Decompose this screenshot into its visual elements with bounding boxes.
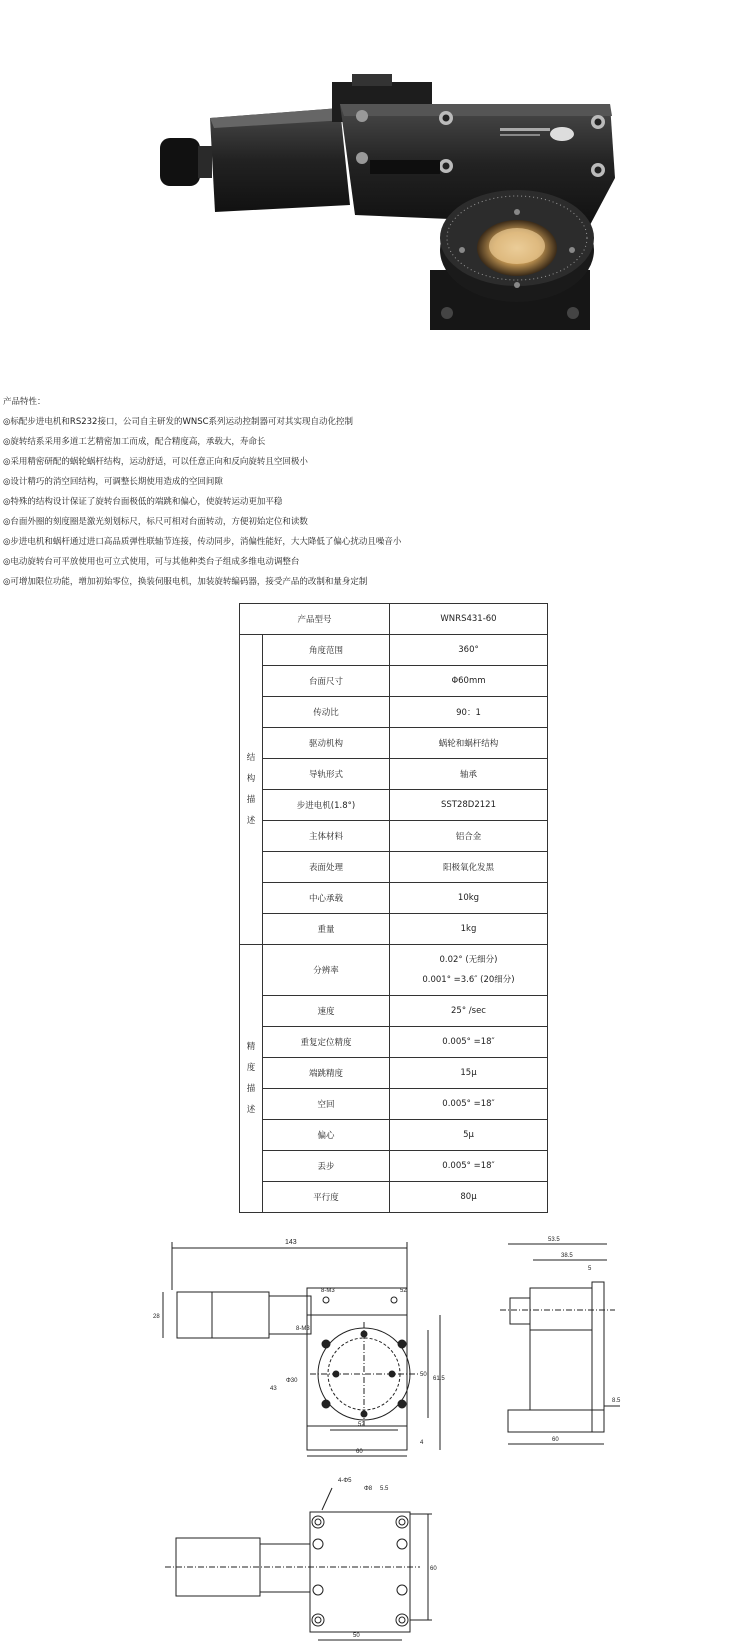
dim-overall-width: 143 [285, 1239, 297, 1246]
spec-value: 90：1 [390, 697, 548, 728]
spec-value [390, 945, 548, 996]
dim-w385: 38.5 [561, 1253, 573, 1259]
model-value: WNRS431-60 [390, 604, 548, 635]
technical-drawing-plan [0, 1470, 745, 1647]
dim-h85: 8.5 [612, 1398, 621, 1404]
features-title: 产品特性： [3, 397, 46, 407]
spec-label: 主体材料 [263, 821, 390, 852]
spec-label: 步进电机(1.8°) [263, 790, 390, 821]
spec-table [239, 603, 548, 1213]
spec-value: 80μ [390, 1182, 548, 1213]
feature-item: ◎台面外圈的刻度圈是激光刻划标尺，标尺可相对台面转动，方便初始定位和读数 [3, 517, 308, 527]
table-row [240, 1058, 548, 1089]
table-row [240, 1182, 548, 1213]
feature-item: ◎特殊的结构设计保证了旋转台面极低的端跳和偏心，使旋转运动更加平稳 [3, 497, 283, 507]
spec-label: 角度范围 [263, 635, 390, 666]
spec-label: 表面处理 [263, 852, 390, 883]
model-label: 产品型号 [240, 604, 390, 635]
table-row [240, 821, 548, 852]
dim-w5: 5 [588, 1266, 592, 1272]
features-list [3, 416, 743, 596]
spec-value: Φ60mm [390, 666, 548, 697]
table-row [240, 1151, 548, 1182]
spec-label: 分辨率 [263, 945, 390, 996]
feature-item: ◎电动旋转台可平放使用也可立式使用，可与其他种类台子组成多维电动调整台 [3, 557, 300, 567]
table-row [240, 790, 548, 821]
resolution-value-1: 0.02° (无细分) [439, 955, 498, 965]
resolution-value-2: 0.001° =3.6″ (20细分) [422, 975, 515, 985]
technical-drawing-top [0, 1230, 745, 1465]
dim-width: 50 [353, 1633, 360, 1639]
dim-hole-dia: Φ30 [286, 1378, 298, 1384]
spec-label: 空回 [263, 1089, 390, 1120]
table-row [240, 945, 548, 996]
spec-label: 驱动机构 [263, 728, 390, 759]
spec-value: 0.005° =18″ [390, 1089, 548, 1120]
table-row [240, 996, 548, 1027]
features-section [3, 396, 743, 596]
spec-value: 0.005° =18″ [390, 1027, 548, 1058]
knob [160, 138, 200, 186]
table-row [240, 1027, 548, 1058]
dim-thread-2: 8-M3 [296, 1326, 310, 1332]
spec-value: 5μ [390, 1120, 548, 1151]
dim-v60: 61.5 [433, 1376, 445, 1382]
spec-label: 丢步 [263, 1151, 390, 1182]
spec-value: 360° [390, 635, 548, 666]
spec-value: 轴承 [390, 759, 548, 790]
feature-item: ◎标配步进电机和RS232接口，公司自主研发的WNSC系列运动控制器可对其实现自动化控制 [3, 417, 354, 427]
spec-label: 传动比 [263, 697, 390, 728]
spec-value: 阳极氧化发黑 [390, 852, 548, 883]
dim-base-52: 52 [358, 1422, 365, 1428]
spec-label: 平行度 [263, 1182, 390, 1213]
table-row [240, 852, 548, 883]
dim-base60: 60 [552, 1437, 559, 1443]
spec-value: 25° /sec [390, 996, 548, 1027]
spec-label: 速度 [263, 996, 390, 1027]
spec-value: 蜗轮和蜗杆结构 [390, 728, 548, 759]
spec-value: 15μ [390, 1058, 548, 1089]
spec-label: 端跳精度 [263, 1058, 390, 1089]
dim-w535: 53.5 [548, 1237, 560, 1243]
spec-value: SST28D2121 [390, 790, 548, 821]
feature-item: ◎步进电机和蜗杆通过进口高品质弹性联轴节连接，传动同步，消偏性能好，大大降低了偏心扰动且噪音小 [3, 537, 402, 547]
dim-side-43: 43 [270, 1386, 277, 1392]
table-row [240, 666, 548, 697]
spec-label: 重复定位精度 [263, 1027, 390, 1058]
dim-hole-note: 4-Φ5 [338, 1478, 352, 1484]
dim-thread-1: 8-M3 [321, 1288, 335, 1294]
table-row [240, 883, 548, 914]
front-view [153, 1239, 445, 1456]
dim-side-4: 4 [420, 1440, 424, 1446]
feature-item: ◎可增加限位功能，增加初始零位，换装伺服电机，加装旋转编码器，接受产品的改制和量身定制 [3, 577, 368, 587]
product-photo [0, 0, 745, 370]
table-row [240, 914, 548, 945]
spec-label: 中心承载 [263, 883, 390, 914]
dim-hole-note-2: Φ8 [364, 1486, 373, 1492]
table-row [240, 697, 548, 728]
spec-label: 导轨形式 [263, 759, 390, 790]
feature-item: ◎采用精密研配的蜗轮蜗杆结构，运动舒适，可以任意正向和反向旋转且空回极小 [3, 457, 308, 467]
dim-motor-height: 28 [153, 1314, 160, 1320]
feature-item: ◎旋转结系采用多道工艺精密加工而成，配合精度高，承载大，寿命长 [3, 437, 266, 447]
dim-base-60: 60 [356, 1449, 363, 1455]
spec-value: 0.005° =18″ [390, 1151, 548, 1182]
table-row [240, 604, 548, 635]
dim-v50: 50 [420, 1372, 427, 1378]
dim-depth: 5.5 [380, 1486, 389, 1492]
table-row [240, 635, 548, 666]
dim-height: 60 [430, 1566, 437, 1572]
group-structure: 结 构 描 述 [240, 635, 263, 945]
spec-label: 台面尺寸 [263, 666, 390, 697]
spec-label: 偏心 [263, 1120, 390, 1151]
group-precision: 精 度 描 述 [240, 945, 263, 1213]
spec-value: 1kg [390, 914, 548, 945]
dim-top-right: 52 [400, 1288, 407, 1294]
spec-label: 重量 [263, 914, 390, 945]
spec-value: 10kg [390, 883, 548, 914]
spec-value: 铝合金 [390, 821, 548, 852]
side-view [500, 1237, 621, 1444]
table-row [240, 728, 548, 759]
table-row [240, 1120, 548, 1151]
table-row [240, 1089, 548, 1120]
table-row [240, 759, 548, 790]
brand-logo [550, 127, 574, 141]
feature-item: ◎设计精巧的消空回结构，可调整长期使用造成的空回间隙 [3, 477, 223, 487]
